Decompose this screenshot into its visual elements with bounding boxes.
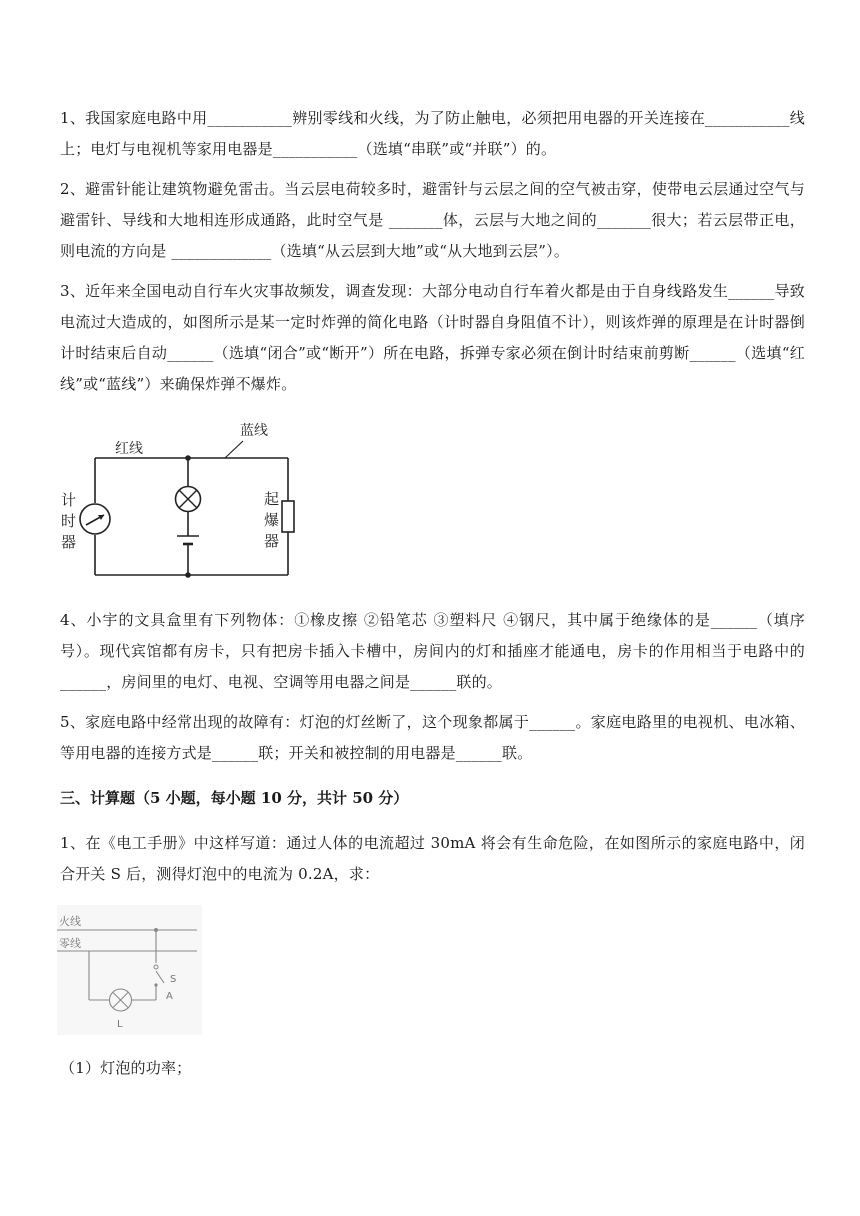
detonator-label-3: 器 bbox=[264, 532, 280, 550]
bomb-circuit-figure bbox=[55, 415, 305, 585]
switch-label: S bbox=[170, 974, 177, 985]
question-4: 4、小宇的文具盒里有下列物体：①橡皮擦 ②铅笔芯 ③塑料尺 ④钢尺，其中属于绝缘体的是______（填序号）。现代宾馆都有房卡，只有把房卡插入卡槽中，房间内的灯和插座才能通电，房卡的作用相当于电路中的______，房间里的电灯、电视、空调等用电器之间是______联的。 bbox=[60, 611, 805, 691]
calc-question-1: 1、在《电工手册》中这样写道：通过人体的电流超过 30mA 将会有生命危险，在如图所示的家庭电路中，闭合开关 S 后，测得灯泡中的电流为 0.2A，求： bbox=[60, 834, 805, 883]
timer-meter-icon bbox=[80, 504, 110, 534]
red-wire-label: 红线 bbox=[115, 441, 143, 457]
calc-question-1-part-1: （1）灯泡的功率； bbox=[60, 1059, 192, 1077]
question-2: 2、避雷针能让建筑物避免雷击。当云层电荷较多时，避雷针与云层之间的空气被击穿，使带电云层通过空气与避雷针、导线和大地相连形成通路，此时空气是 _______体，云层与大地之间的_______很大；若云层带正电，则电流的方向是 _____________（选填“从云层到大地”或“从大地到云层”）。 bbox=[60, 180, 805, 260]
live-wire-label: 火线 bbox=[59, 915, 81, 928]
lamp-icon bbox=[176, 487, 201, 512]
household-circuit-figure bbox=[57, 905, 202, 1035]
battery-icon bbox=[177, 536, 199, 544]
question-1: 1、我国家庭电路中用___________辨别零线和火线，为了防止触电，必须把用电器的开关连接在___________线上；电灯与电视机等家用电器是___________（选填“串联”或“并联”）的。 bbox=[60, 109, 805, 158]
timer-label-2: 时 bbox=[61, 512, 77, 530]
detonator-label-2: 爆 bbox=[264, 511, 280, 529]
section-3-title: 三、计算题（5 小题，每小题 10 分，共计 50 分） bbox=[60, 789, 409, 807]
question-3: 3、近年来全国电动自行车火灾事故频发，调查发现：大部分电动自行车着火都是由于自身线路发生______导致电流过大造成的，如图所示是某一定时炸弹的简化电路（计时器自身阻值不计），则该炸弹的原理是在计时器倒计时结束后自动______（选填“闭合”或“断开”）所在电路，拆弹专家必须在倒计时结束前剪断______（选填“红线”或“蓝线”）来确保炸弹不爆炸。 bbox=[60, 282, 805, 393]
blue-wire-label: 蓝线 bbox=[240, 423, 268, 439]
detonator-resistor-icon bbox=[282, 501, 294, 532]
timer-label-3: 器 bbox=[61, 533, 77, 551]
detonator-label-1: 起 bbox=[264, 490, 280, 508]
neutral-wire-label: 零线 bbox=[59, 937, 81, 950]
question-5: 5、家庭电路中经常出现的故障有：灯泡的灯丝断了，这个现象都属于______。家庭电路里的电视机、电冰箱、等用电器的连接方式是______联；开关和被控制的用电器是______联。 bbox=[60, 713, 805, 762]
timer-label-1: 计 bbox=[61, 491, 77, 509]
household-lamp-icon bbox=[110, 989, 132, 1011]
point-a-label: A bbox=[166, 991, 173, 1002]
lamp-label: L bbox=[117, 1019, 123, 1030]
